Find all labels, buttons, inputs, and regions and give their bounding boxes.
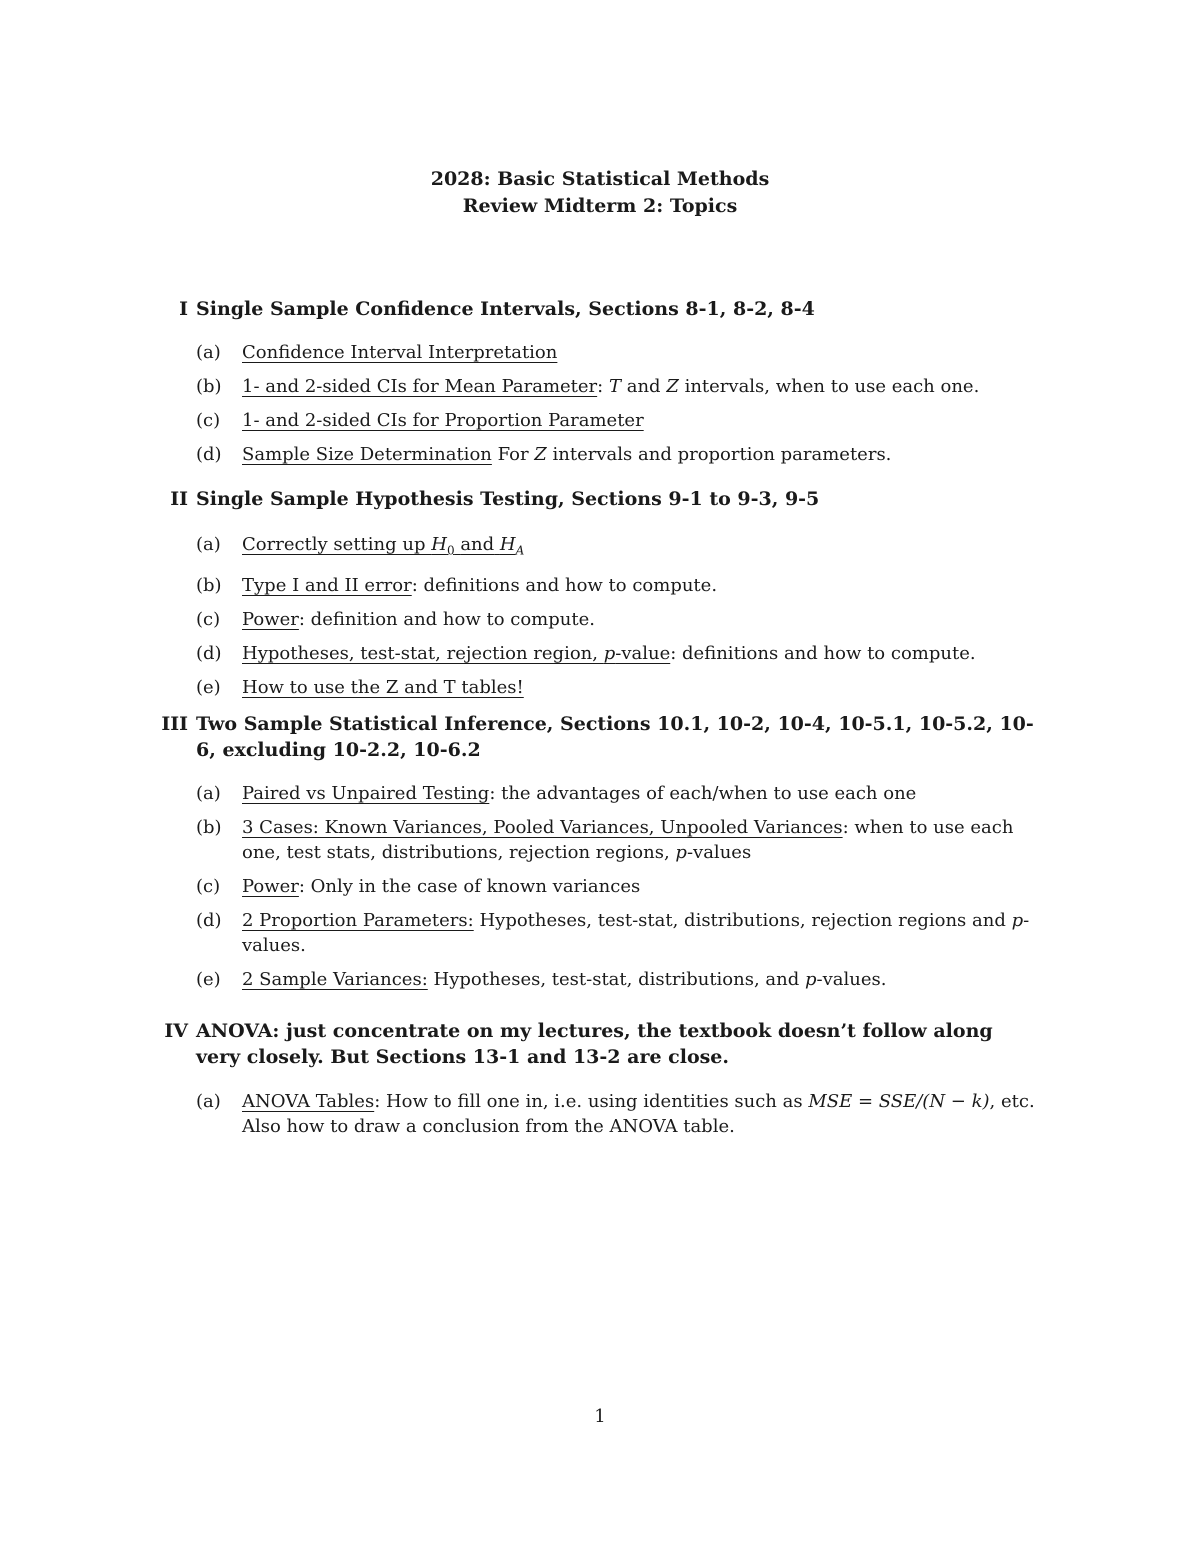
item-label: (e) (196, 676, 221, 698)
item-topic: Power (242, 876, 299, 897)
item-text: intervals, when to use each one. (684, 376, 980, 397)
list-item (150, 340, 1040, 365)
item-topic: How to use the Z and T tables! (242, 676, 524, 698)
item-label: (c) (196, 876, 221, 897)
list-item (150, 442, 1040, 467)
item-topic: Confidence Interval Interpretation (242, 342, 558, 363)
list-item (150, 675, 1040, 700)
section-2 (150, 486, 1040, 700)
math-symbol: H (499, 534, 516, 555)
section-title-lead: ANOVA: (196, 1020, 280, 1042)
item-text: : definitions and how to compute. (670, 642, 976, 664)
document-subtitle: Review Midterm 2: Topics (462, 195, 738, 217)
item-text: intervals and proportion parameters. (552, 444, 892, 465)
item-label: (c) (196, 410, 221, 431)
item-topic: Correctly setting up $H_0$ and $H_A$ (242, 534, 525, 558)
item-text: , etc. Also how to draw a conclusion from the ANOVA table. (242, 1091, 1035, 1137)
math-symbol: p (1011, 910, 1024, 931)
item-text: : when to use each one, test stats, distributions, rejection regions, (242, 817, 1014, 863)
section-title: just concentrate on my lectures, the textbook doesn’t follow along very closely. But Sections 13-1 and 13-2 are close. (196, 1020, 993, 1068)
list-item (150, 1089, 1040, 1139)
section-heading (150, 296, 1040, 322)
math-expression: MSE = SSE/(N − k) (808, 1091, 990, 1112)
math-symbol: p (805, 969, 817, 990)
math-symbol: p (675, 842, 687, 863)
item-label: (d) (196, 910, 222, 931)
item-text: Hypotheses, test-stat, distributions, rejection regions and (479, 910, 1006, 931)
item-topic: 1- and 2-sided CIs for Mean Parameter (242, 376, 598, 397)
item-topic: ANOVA Tables (242, 1091, 375, 1112)
section-title: Single Sample Hypothesis Testing, Sections 9-1 to 9-3, 9-5 (196, 488, 820, 510)
math-symbol: Z (534, 444, 547, 465)
item-text: -values. (242, 910, 1030, 956)
section-heading (150, 486, 1040, 512)
item-text: : the advantages of each/when to use each one (489, 783, 917, 804)
list-item (150, 641, 1040, 666)
item-text: : (597, 376, 604, 397)
section-heading (150, 1018, 1040, 1070)
item-topic: 1- and 2-sided CIs for Proportion Parameter (242, 410, 644, 431)
list-item (150, 374, 1040, 399)
item-text: -values. (816, 969, 887, 990)
item-label: (b) (196, 817, 222, 838)
item-label: (a) (196, 783, 221, 804)
list-item (150, 908, 1040, 958)
section-number: III (161, 713, 188, 735)
math-symbol: Z (666, 376, 679, 397)
list-item (150, 532, 1040, 564)
math-symbol: H (431, 534, 447, 555)
section-title: Single Sample Confidence Intervals, Sections 8-1, 8-2, 8-4 (196, 298, 815, 320)
item-text: and (626, 376, 661, 397)
list-item (150, 607, 1040, 632)
item-topic: 2 Sample Variances: (242, 969, 428, 990)
item-label: (a) (196, 534, 221, 555)
section-number: I (179, 298, 188, 320)
document-header (0, 166, 1200, 220)
item-text: For (497, 444, 529, 465)
list-item (150, 967, 1040, 992)
item-topic: Type I and II error (242, 574, 412, 596)
item-text: -values (686, 842, 752, 863)
item-topic: Hypotheses, test-stat, rejection region, p-value (242, 642, 671, 664)
list-item (150, 573, 1040, 598)
section-title: Two Sample Statistical Inference, Sections 10.1, 10-2, 10-4, 10-5.1, 10-5.2, 10-6, excluding 10-2.2, 10-6.2 (196, 713, 1034, 761)
math-symbol: T (608, 376, 621, 397)
item-topic: 3 Cases: Known Variances, Pooled Variances, Unpooled Variances (242, 817, 843, 838)
item-label: (b) (196, 574, 222, 596)
section-4 (150, 1018, 1040, 1139)
page-number: 1 (594, 1406, 606, 1427)
item-topic: Paired vs Unpaired Testing (242, 783, 490, 804)
list-item (150, 781, 1040, 806)
list-item (150, 874, 1040, 899)
math-symbol: p (603, 642, 616, 664)
item-text: : How to fill one in, i.e. using identities such as (374, 1091, 803, 1112)
item-text: : definition and how to compute. (298, 608, 595, 630)
item-topic: Power (242, 608, 299, 630)
item-label: (a) (196, 1091, 221, 1112)
item-label: (c) (196, 608, 221, 630)
item-topic: 2 Proportion Parameters: (242, 910, 474, 931)
item-label: (b) (196, 376, 222, 397)
section-3 (150, 711, 1040, 992)
item-topic: Sample Size Determination (242, 444, 492, 465)
section-1 (150, 296, 1040, 467)
item-label: (a) (196, 342, 221, 363)
section-number: IV (164, 1020, 188, 1042)
item-label: (d) (196, 642, 222, 664)
section-heading (150, 711, 1040, 763)
document-title: 2028: Basic Statistical Methods (430, 168, 770, 190)
list-item (150, 815, 1040, 865)
item-text: : definitions and how to compute. (411, 574, 718, 596)
list-item (150, 408, 1040, 433)
item-text: : Only in the case of known variances (298, 876, 641, 897)
item-label: (e) (196, 969, 221, 990)
section-number: II (170, 488, 188, 510)
item-text: Hypotheses, test-stat, distributions, and (433, 969, 800, 990)
item-label: (d) (196, 444, 222, 465)
